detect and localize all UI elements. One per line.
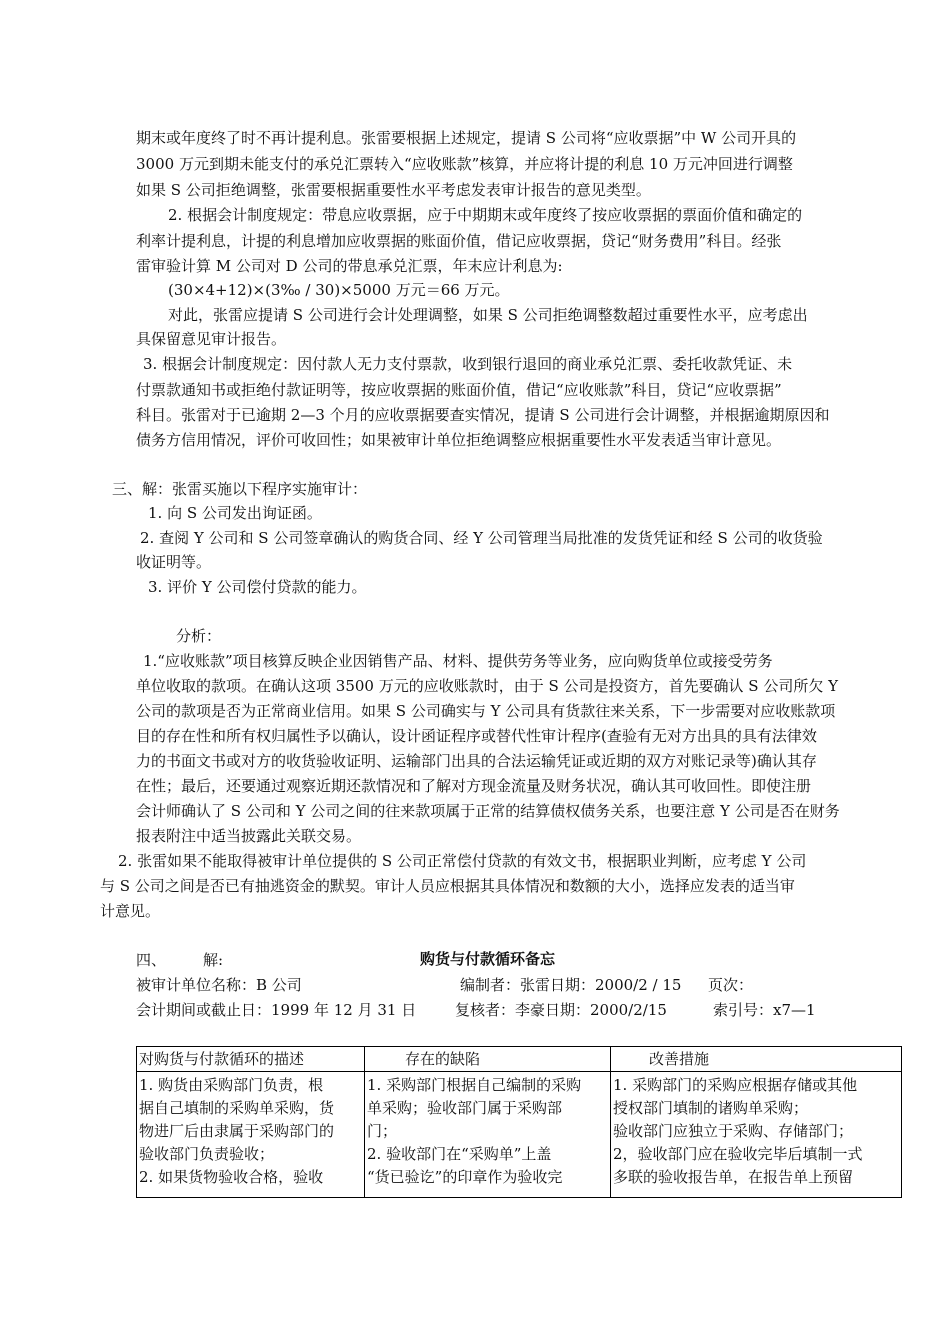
- column-header-description: 对购货与付款循环的描述: [137, 1047, 365, 1072]
- page-number-label: 页次：: [708, 976, 754, 994]
- column-header-improvements: 改善措施: [611, 1047, 902, 1072]
- analysis-label: 分析：: [176, 627, 222, 645]
- text-line: 科目。张雷对于已逾期 2—3 个月的应收票据要查实情况，提请 S 公司进行会计调整，并根据逾期原因和: [136, 406, 830, 424]
- table-header-row: [137, 1047, 902, 1072]
- text-line: 力的书面文书或对方的收货验收证明、运输部门出具的合法运输凭证或近期的双方对账记录等)确认其存: [136, 752, 817, 770]
- description-cell: [137, 1072, 365, 1198]
- column-header-defects: 存在的缺陷: [365, 1047, 611, 1072]
- text-line: 目的存在性和所有权归属性予以确认，设计函证程序或替代性审计程序(查验有无对方出具的具有法律效: [136, 727, 817, 745]
- cell-text-line: “货已验讫”的印章作为验收完: [367, 1168, 563, 1186]
- cell-text-line: 1. 采购部门根据自己编制的采购: [367, 1076, 582, 1094]
- cell-text-line: 多联的验收报告单，在报告单上预留: [613, 1168, 854, 1186]
- memo-table: [136, 1046, 902, 1198]
- reviewer-info: 复核者：李豪日期：2000/2/15: [455, 1001, 667, 1019]
- cell-text-line: 1. 采购部门的采购应根据存储或其他: [613, 1076, 858, 1094]
- cell-text-line: 验收部门应独立于采购、存储部门；: [613, 1122, 854, 1140]
- text-line: 2. 张雷如果不能取得被审计单位提供的 S 公司正常偿付贷款的有效文书，根据职业判断，应考虑 Y 公司: [118, 852, 807, 870]
- text-line: 在性；最后，还要通过观察近期还款情况和了解对方现金流量及财务状况，确认其可收回性。即使注册: [136, 777, 812, 795]
- formula-line: (30×4+12)×(3‰ / 30)×5000 万元＝66 万元。: [168, 281, 510, 299]
- section-label: 解:: [203, 951, 224, 969]
- cell-text-line: 据自己填制的采购单采购，货: [139, 1099, 335, 1117]
- text-line: 雷审验计算 M 公司对 D 公司的带息承兑汇票，年末应计利息为:: [136, 257, 563, 275]
- text-line: 具保留意见审计报告。: [136, 330, 287, 348]
- defects-cell: [365, 1072, 611, 1198]
- text-line: 3000 万元到期未能支付的承兑汇票转入“应收账款”核算，并应将计提的利息 10 万元冲回进行调整: [136, 155, 793, 173]
- text-line: 单位收取的款项。在确认这项 3500 万元的应收账款时，由于 S 公司是投资方，首先要确认 S 公司所欠 Y: [136, 677, 839, 695]
- text-line: 报表附注中适当披露此关联交易。: [136, 827, 362, 845]
- cell-text-line: 物进厂后由隶属于采购部门的: [139, 1122, 335, 1140]
- cell-text-line: 单采购；验收部门属于采购部: [367, 1099, 563, 1117]
- text-line: 2. 根据会计制度规定：带息应收票据，应于中期期末或年度终了按应收票据的票面价值和确定的: [168, 206, 803, 224]
- list-item: 收证明等。: [136, 553, 212, 571]
- text-line: 1.“应收账款”项目核算反映企业因销售产品、材料、提供劳务等业务，应向购货单位或接受劳务: [143, 652, 773, 670]
- memo-title: 购货与付款循环备忘: [420, 950, 556, 968]
- section-number: 四、: [136, 951, 167, 969]
- text-line: 期末或年度终了时不再计提利息。张雷要根据上述规定，提请 S 公司将“应收票据”中 W 公司开具的: [136, 129, 797, 147]
- text-line: 计意见。: [100, 902, 161, 920]
- text-line: 3. 根据会计制度规定：因付款人无力支付票款，收到银行退回的商业承兑汇票、委托收款凭证、未: [143, 355, 793, 373]
- cell-text-line: 2，验收部门应在验收完毕后填制一式: [613, 1145, 863, 1163]
- text-line: 付票款通知书或拒绝付款证明等，按应收票据的账面价值，借记“应收账款”科目，贷记“应收票据”: [136, 381, 782, 399]
- text-line: 债务方信用情况，评价可收回性；如果被审计单位拒绝调整应根据重要性水平发表适当审计意见。: [136, 431, 782, 449]
- cell-text-line: 验收部门负责验收；: [139, 1145, 275, 1163]
- text-line: 如果 S 公司拒绝调整，张雷要根据重要性水平考虑发表审计报告的意见类型。: [136, 181, 651, 199]
- text-line: 与 S 公司之间是否已有抽逃资金的默契。审计人员应根据其具体情况和数额的大小，选择应发表的适当审: [100, 877, 795, 895]
- list-item: 2. 查阅 Y 公司和 S 公司签章确认的购货合同、经 Y 公司管理当局批准的发货凭证和经 S 公司的收货验: [140, 529, 823, 547]
- index-number: 索引号：x7—1: [713, 1001, 816, 1019]
- table-row: [137, 1072, 902, 1198]
- cell-text-line: 门；: [367, 1122, 398, 1140]
- text-line: 公司的款项是否为正常商业信用。如果 S 公司确实与 Y 公司具有货款往来关系，下一步需要对应收账款项: [136, 702, 836, 720]
- list-item: 3. 评价 Y 公司偿付贷款的能力。: [148, 578, 367, 596]
- cell-text-line: 1. 购货由采购部门负责，根: [139, 1076, 324, 1094]
- audited-unit: 被审计单位名称：B 公司: [136, 976, 302, 994]
- improvements-cell: [611, 1072, 902, 1198]
- list-item: 1. 向 S 公司发出询证函。: [148, 504, 322, 522]
- cell-text-line: 授权部门填制的诸购单采购；: [613, 1099, 809, 1117]
- cell-text-line: 2. 如果货物验收合格，验收: [139, 1168, 324, 1186]
- cell-text-line: 2. 验收部门在“采购单”上盖: [367, 1145, 552, 1163]
- accounting-period: 会计期间或截止日：1999 年 12 月 31 日: [136, 1001, 417, 1019]
- section-heading: 三、解：张雷买施以下程序实施审计：: [112, 480, 368, 498]
- text-line: 利率计提利息，计提的利息增加应收票据的账面价值，借记应收票据，贷记“财务费用”科目。经张: [136, 232, 782, 250]
- text-line: 会计师确认了 S 公司和 Y 公司之间的往来款项属于正常的结算债权债务关系，也要注意 Y 公司是否在财务: [136, 802, 840, 820]
- text-line: 对此，张雷应提请 S 公司进行会计处理调整，如果 S 公司拒绝调整数超过重要性水平，应考虑出: [168, 306, 808, 324]
- preparer-info: 编制者：张雷日期：2000/2 / 15: [460, 976, 682, 994]
